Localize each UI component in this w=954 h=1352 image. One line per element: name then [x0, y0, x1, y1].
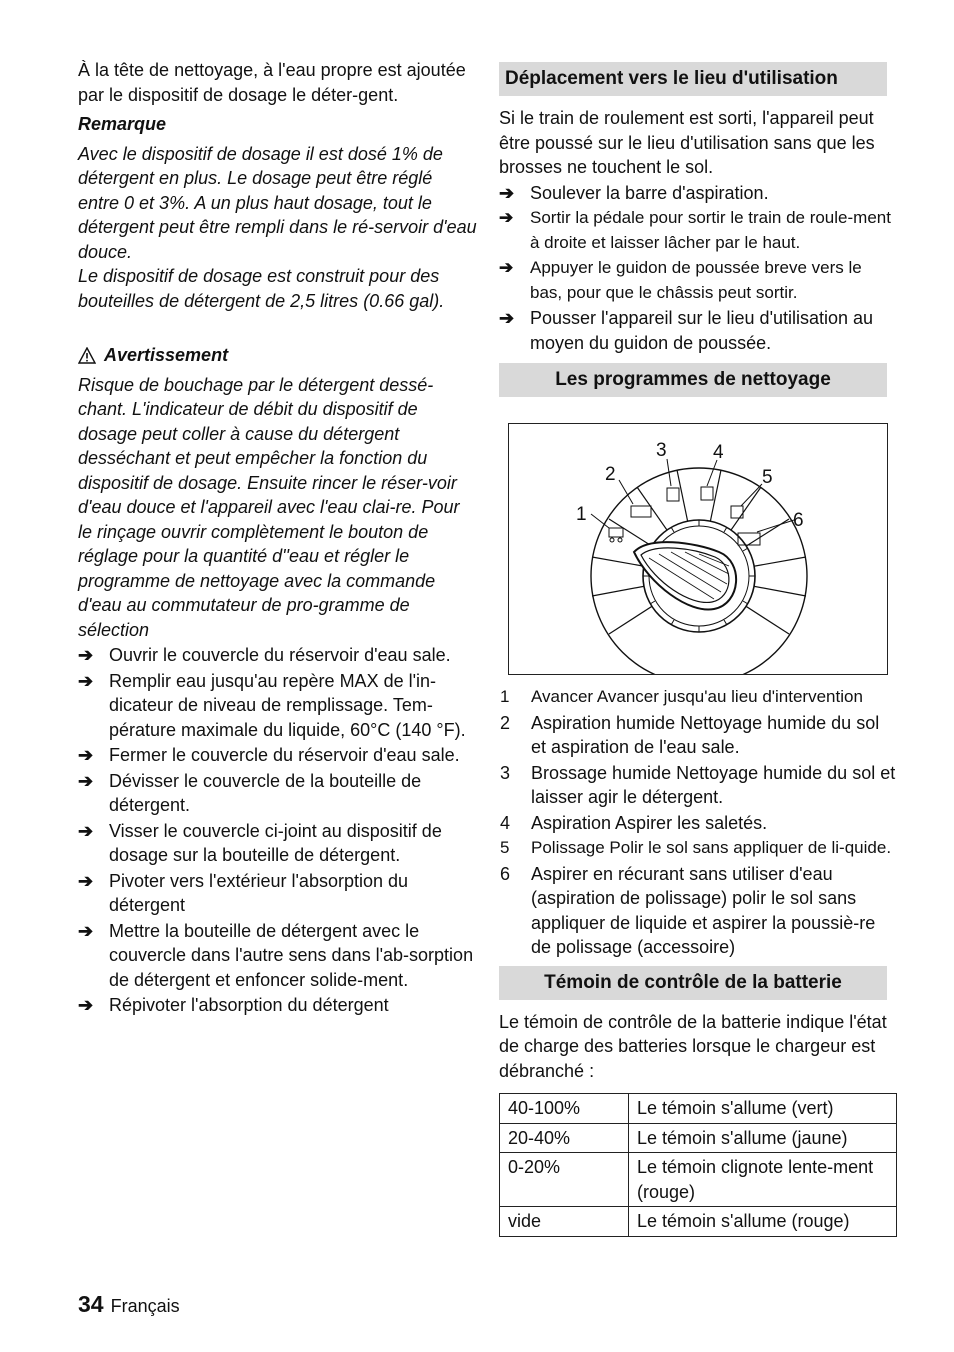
arrow-icon: ➔: [78, 870, 94, 891]
intro-paragraph: À la tête de nettoyage, à l'eau propre est ajoutée par le dispositif de dosage le déter-gent.: [78, 60, 466, 105]
arrow-icon: ➔: [499, 258, 514, 277]
table-row: 0-20% Le témoin clignote lente-ment (rouge): [500, 1153, 897, 1207]
move-intro: Si le train de roulement est sorti, l'appareil peut être poussé sur le lieu d'utilisation sans que les brosses ne touchent le sol.: [499, 108, 875, 177]
dial-label-3: 3: [656, 440, 667, 461]
list-item: ➔ Pousser l'appareil sur le lieu d'utilisation au moyen du guidon de poussée.: [499, 308, 874, 353]
arrow-icon: ➔: [78, 670, 94, 691]
list-item: ➔ Visser le couvercle ci-joint au dispositif de dosage sur la bouteille de détergent.: [78, 820, 442, 865]
warning-text: Risque de bouchage par le détergent dessé-chant. L'indicateur de débit du dispositif de dosage peut coller à cause du détergent desséchant et peut empêcher la fonction du dispositif de dosage. Ensuite rincer le réser-voir d'eau douce et l'appareil avec l'eau clai-re. Pour le rinçage ouvrir complètement le bouton de réglage pour la quantité d''eau et régler le programme de nettoyage avec la commande d'eau au commutateur de pro-gramme de sélection: [78, 374, 460, 640]
list-item: 1 Avancer Avancer jusqu'au lieu d'intervention: [500, 687, 863, 706]
note-text-1: Avec le dispositif de dosage il est dosé 1% de détergent en plus. Le dosage peut être réglé entre 0 et 3%. A un plus haut dosage, tout le détergent peut être rempli dans le ré-servoir d'eau douce.: [78, 143, 477, 262]
section-heading-programs: Les programmes de nettoyage: [499, 363, 887, 397]
program-dial-figure: [508, 423, 888, 675]
arrow-icon: ➔: [78, 920, 94, 941]
dial-label-5: 5: [762, 467, 773, 488]
arrow-icon: ➔: [78, 820, 94, 841]
section-heading-battery: Témoin de contrôle de la batterie: [499, 966, 887, 1000]
dial-label-2: 2: [605, 464, 616, 485]
arrow-icon: ➔: [78, 995, 94, 1015]
arrow-icon: ➔: [499, 182, 515, 203]
warning-heading: [78, 343, 478, 368]
dial-label-6: 6: [793, 510, 804, 531]
list-item: 6 Aspirer en récurant sans utiliser d'eau (aspiration de polissage) polir le sol sans appliquer de liquide et aspirer la poussiè-re de polissage (accessoire): [500, 863, 876, 957]
list-item: ➔ Sortir la pédale pour sortir le train de roule-ment à droite et laisser lâcher par le haut.: [499, 208, 891, 252]
warning-title: Avertissement: [104, 345, 229, 365]
note-title: Remarque: [78, 114, 167, 134]
left-column: [78, 58, 478, 1018]
table-row: 40-100% Le témoin s'allume (vert): [500, 1094, 897, 1124]
arrow-icon: ➔: [78, 770, 94, 791]
list-item: ➔ Pivoter vers l'extérieur l'absorption du détergent: [78, 870, 409, 915]
list-item: ➔ Répivoter l'absorption du détergent: [78, 993, 478, 1018]
page-footer: [78, 1292, 180, 1319]
dial-label-4: 4: [713, 442, 724, 463]
list-item: ➔ Appuyer le guidon de poussée breve vers le bas, pour que le châssis peut sortir.: [499, 258, 862, 302]
table-row: vide Le témoin s'allume (rouge): [500, 1207, 897, 1237]
list-item: 2 Aspiration humide Nettoyage humide du sol et aspiration de l'eau sale.: [500, 712, 880, 757]
list-item: ➔ Fermer le couvercle du réservoir d'eau sale.: [78, 743, 478, 768]
table-row: 20-40% Le témoin s'allume (jaune): [500, 1123, 897, 1153]
battery-status-table: [499, 1093, 897, 1237]
fill-steps-list: [78, 643, 478, 1018]
list-item: 5 Polissage Polir le sol sans appliquer de li-quide.: [500, 838, 892, 857]
list-item: 3 Brossage humide Nettoyage humide du sol et laisser agir le détergent.: [500, 762, 896, 807]
arrow-icon: ➔: [499, 208, 514, 227]
arrow-icon: ➔: [499, 308, 515, 328]
list-item: ➔ Dévisser le couvercle de la bouteille de détergent.: [78, 770, 422, 815]
program-selector-dial-illustration: [509, 424, 887, 674]
list-item: ➔ Mettre la bouteille de détergent avec le couvercle dans l'autre sens dans l'ab-sorption de détergent et enfoncer solide-ment.: [78, 920, 474, 990]
arrow-icon: ➔: [78, 745, 94, 765]
list-item: ➔ Soulever la barre d'aspiration.: [499, 181, 897, 206]
move-steps-list: [499, 181, 897, 356]
right-column: [499, 62, 897, 1237]
page-language: Français: [110, 1296, 180, 1316]
dial-label-1: 1: [576, 504, 587, 525]
section-heading-move: Déplacement vers le lieu d'utilisation: [499, 62, 887, 96]
list-item: ➔ Ouvrir le couvercle du réservoir d'eau sale.: [78, 643, 478, 668]
program-list: [499, 685, 897, 960]
warning-triangle-icon: [78, 347, 96, 364]
list-item: ➔ Remplir eau jusqu'au repère MAX de l'in-dicateur de niveau de remplissage. Tem-pérature maximale du liquide, 60°C (140 °F).: [78, 670, 466, 740]
list-item: 4 Aspiration Aspirer les saletés.: [500, 812, 768, 833]
arrow-icon: ➔: [78, 645, 94, 665]
battery-intro: Le témoin de contrôle de la batterie indique l'état de charge des batteries lorsque le chargeur est débranché :: [499, 1011, 887, 1081]
page-number: 34: [78, 1291, 104, 1317]
note-text-2: Le dispositif de dosage est construit pour des bouteilles de détergent de 2,5 litres (0.66 gal).: [78, 266, 445, 311]
